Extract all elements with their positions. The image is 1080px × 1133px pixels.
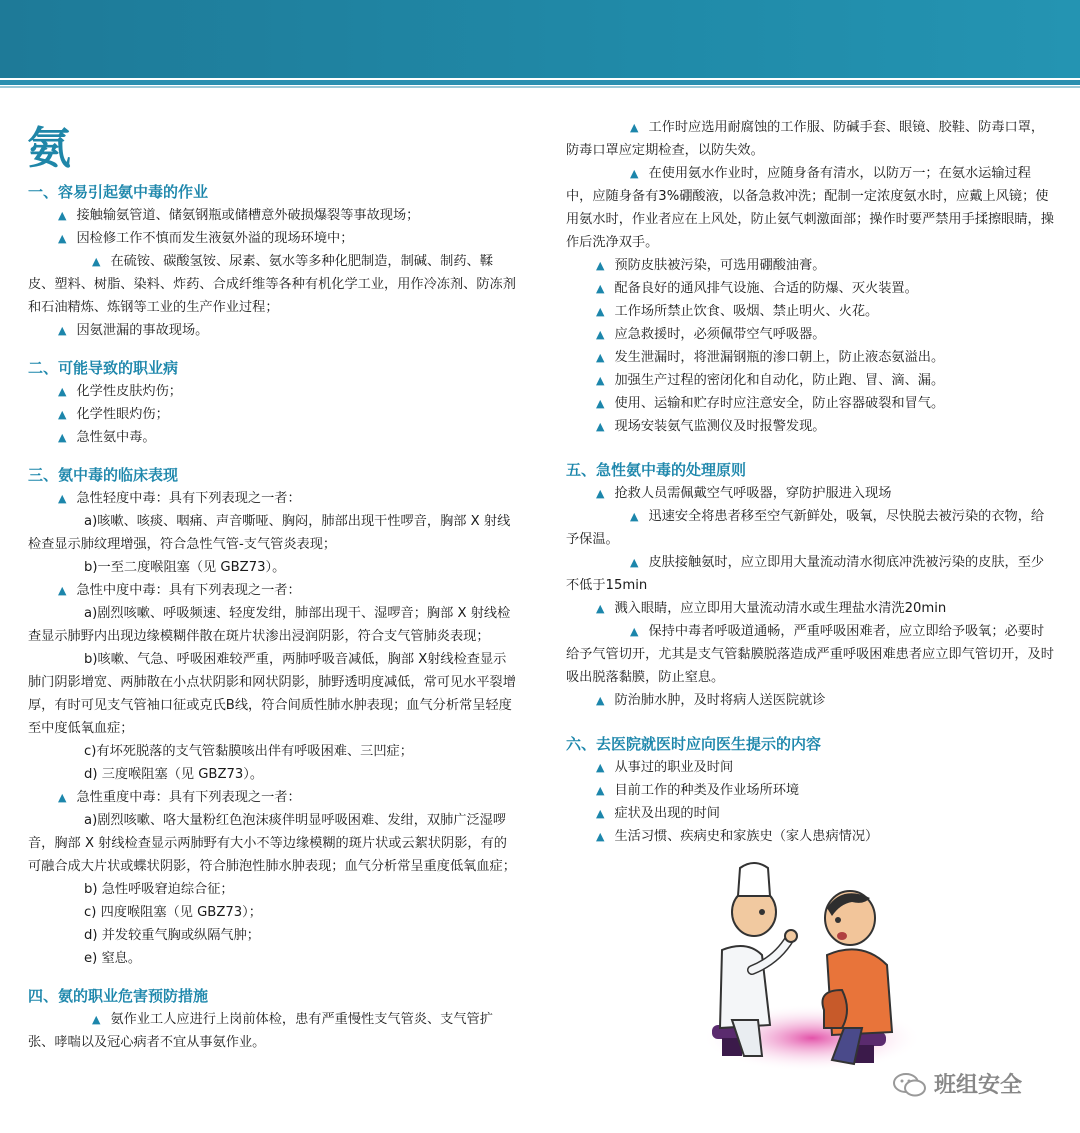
list-item: ▲ 因检修工作不慎而发生液氨外溢的现场环境中； [28,227,518,250]
symptom-text: a)咳嗽、咳痰、咽痛、声音嘶哑、胸闷，肺部出现干性啰音，胸部 X 射线检查显示肺纹理增强，符合急性气管-支气管炎表现； [28,514,511,552]
triangle-bullet-icon: ▲ [58,492,67,505]
list-item: ▲ 急性轻度中毒：具有下列表现之一者： [28,487,518,510]
header-stripe [0,80,1080,85]
symptom-text: d) 并发较重气胸或纵隔气肿； [84,928,260,943]
triangle-bullet-icon: ▲ [58,209,67,222]
triangle-bullet-icon: ▲ [92,255,101,268]
triangle-bullet-icon: ▲ [596,351,605,364]
triangle-bullet-icon: ▲ [630,121,639,134]
triangle-bullet-icon: ▲ [58,385,67,398]
list-item: ▲ 发生泄漏时，将泄漏钢瓶的渗口朝上，防止液态氨溢出。 [566,346,1056,369]
list-item: ▲ 应急救援时，必须佩带空气呼吸器。 [566,323,1056,346]
list-item: ▲ 抢救人员需佩戴空气呼吸器，穿防护服进入现场 [566,482,1056,505]
list-item: ▲ 在使用氨水作业时，应随身备有清水，以防万一；在氨水运输过程中，应随身备有3%硼酸液，以备急救冲洗；配制一定浓度氨水时，应戴上风镜；使用氨水时，作业者应在上风处，防止氨气刺激面部；操作时要严禁用手揉擦眼睛，操作后洗净双手。 [566,162,1056,254]
list-item: ▲ 在硫铵、碳酸氢铵、尿素、氨水等多种化肥制造，制碱、制药、鞣皮、塑料、树脂、染料、炸药、合成纤维等各种有机化学工业，用作冷冻剂、防冻剂和石油精炼、炼钢等工业的生产作业过程； [28,250,518,319]
list-item: ▲ 加强生产过程的密闭化和自动化，防止跑、冒、滴、漏。 [566,369,1056,392]
triangle-bullet-icon: ▲ [630,625,639,638]
triangle-bullet-icon: ▲ [596,328,605,341]
list-item: ▲ 保持中毒者呼吸道通畅，严重呼吸困难者，应立即给予吸氧；必要时给予气管切开，尤其是支气管黏膜脱落造成严重呼吸困难患者应立即气管切开，及时吸出脱落黏膜，防止窒息。 [566,620,1056,689]
list-item: ▲ 接触输氨管道、储氨钢瓶或储槽意外破损爆裂等事故现场； [28,204,518,227]
doctor-patient-illustration [692,860,922,1080]
header-stripe-thin [0,86,1080,88]
symptom-text: d) 三度喉阻塞（见 GBZ73）。 [84,767,264,782]
list-item: ▲ 因氨泄漏的事故现场。 [28,319,518,342]
section-heading-5: 五、急性氨中毒的处理原则 [566,461,747,479]
triangle-bullet-icon: ▲ [630,556,639,569]
list-item: ▲ 化学性眼灼伤； [28,403,518,426]
triangle-bullet-icon: ▲ [596,420,605,433]
triangle-bullet-icon: ▲ [58,232,67,245]
symptom-text: c) 四度喉阻塞（见 GBZ73）； [84,905,262,920]
list-item: ▲ 预防皮肤被污染，可选用硼酸油膏。 [566,254,1056,277]
symptom-text: a)剧烈咳嗽、咯大量粉红色泡沫痰伴明显呼吸困难、发绀，双肺广泛湿啰音，胸部 X 射线检查显示两肺野有大小不等边缘模糊的斑片状或云絮状阴影，有的可融合成大片状或蝶状阴影，符合肺泡性肺水肿表现；血气分析常呈重度低氧血症； [28,813,516,874]
list-item: ▲ 化学性皮肤灼伤； [28,380,518,403]
watermark-text: 班组安全 [934,1073,1023,1098]
section-heading-1: 一、容易引起氨中毒的作业 [28,183,209,201]
list-item: ▲ 生活习惯、疾病史和家族史（家人患病情况） [566,825,1056,848]
triangle-bullet-icon: ▲ [596,259,605,272]
section-heading-3: 三、氨中毒的临床表现 [28,466,179,484]
triangle-bullet-icon: ▲ [630,167,639,180]
header-banner [0,0,1080,78]
triangle-bullet-icon: ▲ [58,324,67,337]
section-heading-4: 四、氨的职业危害预防措施 [28,987,209,1005]
list-item: ▲ 氨作业工人应进行上岗前体检，患有严重慢性支气管炎、支气管扩张、哮喘以及冠心病者不宜从事氨作业。 [28,1008,518,1054]
list-item: ▲ 配备良好的通风排气设施、合适的防爆、灭火装置。 [566,277,1056,300]
left-column [28,180,518,1054]
list-item: ▲ 症状及出现的时间 [566,802,1056,825]
triangle-bullet-icon: ▲ [596,282,605,295]
list-item: ▲ 防治肺水肿，及时将病人送医院就诊 [566,689,1056,712]
triangle-bullet-icon: ▲ [596,397,605,410]
triangle-bullet-icon: ▲ [58,431,67,444]
list-item: ▲ 急性重度中毒：具有下列表现之一者： [28,786,518,809]
triangle-bullet-icon: ▲ [596,807,605,820]
list-item: ▲ 迅速安全将患者移至空气新鲜处，吸氧，尽快脱去被污染的衣物，给予保温。 [566,505,1056,551]
triangle-bullet-icon: ▲ [58,584,67,597]
triangle-bullet-icon: ▲ [58,408,67,421]
triangle-bullet-icon: ▲ [596,830,605,843]
list-item: ▲ 现场安装氨气监测仪及时报警发现。 [566,415,1056,438]
list-item: ▲ 急性氨中毒。 [28,426,518,449]
triangle-bullet-icon: ▲ [596,694,605,707]
list-item: ▲ 急性中度中毒：具有下列表现之一者： [28,579,518,602]
list-item: ▲ 从事过的职业及时间 [566,756,1056,779]
triangle-bullet-icon: ▲ [596,784,605,797]
section-heading-2: 二、可能导致的职业病 [28,359,179,377]
list-item: ▲ 皮肤接触氨时，应立即用大量流动清水彻底冲洗被污染的皮肤，至少不低于15min [566,551,1056,597]
list-item: ▲ 目前工作的种类及作业场所环境 [566,779,1056,802]
symptom-text: b)一至二度喉阻塞（见 GBZ73）。 [84,560,286,575]
symptom-text: c)有坏死脱落的支气管黏膜咳出伴有呼吸困难、三凹症； [84,744,413,759]
wechat-icon [892,1072,928,1098]
triangle-bullet-icon: ▲ [596,602,605,615]
section-heading-6: 六、去医院就医时应向医生提示的内容 [566,735,822,753]
triangle-bullet-icon: ▲ [92,1013,101,1026]
symptom-text: b) 急性呼吸窘迫综合征； [84,882,234,897]
triangle-bullet-icon: ▲ [596,374,605,387]
page-title: 氨 [27,123,73,174]
list-item: ▲ 工作场所禁止饮食、吸烟、禁止明火、火花。 [566,300,1056,323]
triangle-bullet-icon: ▲ [596,761,605,774]
triangle-bullet-icon: ▲ [596,487,605,500]
right-column [566,116,1056,848]
symptom-text: b)咳嗽、气急、呼吸困难较严重，两肺呼吸音减低，胸部 X射线检查显示肺门阴影增宽、两肺散在小点状阴影和网状阴影，肺野透明度减低，常可见水平裂增厚，有时可见支气管袖口征或克氏B线，符合间质性肺水肿表现；血气分析常呈轻度至中度低氧血症； [28,652,516,736]
list-item: ▲ 溅入眼睛，应立即用大量流动清水或生理盐水清洗20min [566,597,1056,620]
list-item: ▲ 工作时应选用耐腐蚀的工作服、防碱手套、眼镜、胶鞋、防毒口罩，防毒口罩应定期检查，以防失效。 [566,116,1056,162]
triangle-bullet-icon: ▲ [630,510,639,523]
symptom-text: a)剧烈咳嗽、呼吸频速、轻度发绀，肺部出现干、湿啰音；胸部 X 射线检查显示肺野内出现边缘模糊伴散在斑片状渗出浸润阴影，符合支气管肺炎表现； [28,606,511,644]
list-item: ▲ 使用、运输和贮存时应注意安全，防止容器破裂和冒气。 [566,392,1056,415]
triangle-bullet-icon: ▲ [596,305,605,318]
symptom-text: e) 窒息。 [84,951,142,966]
triangle-bullet-icon: ▲ [58,791,67,804]
